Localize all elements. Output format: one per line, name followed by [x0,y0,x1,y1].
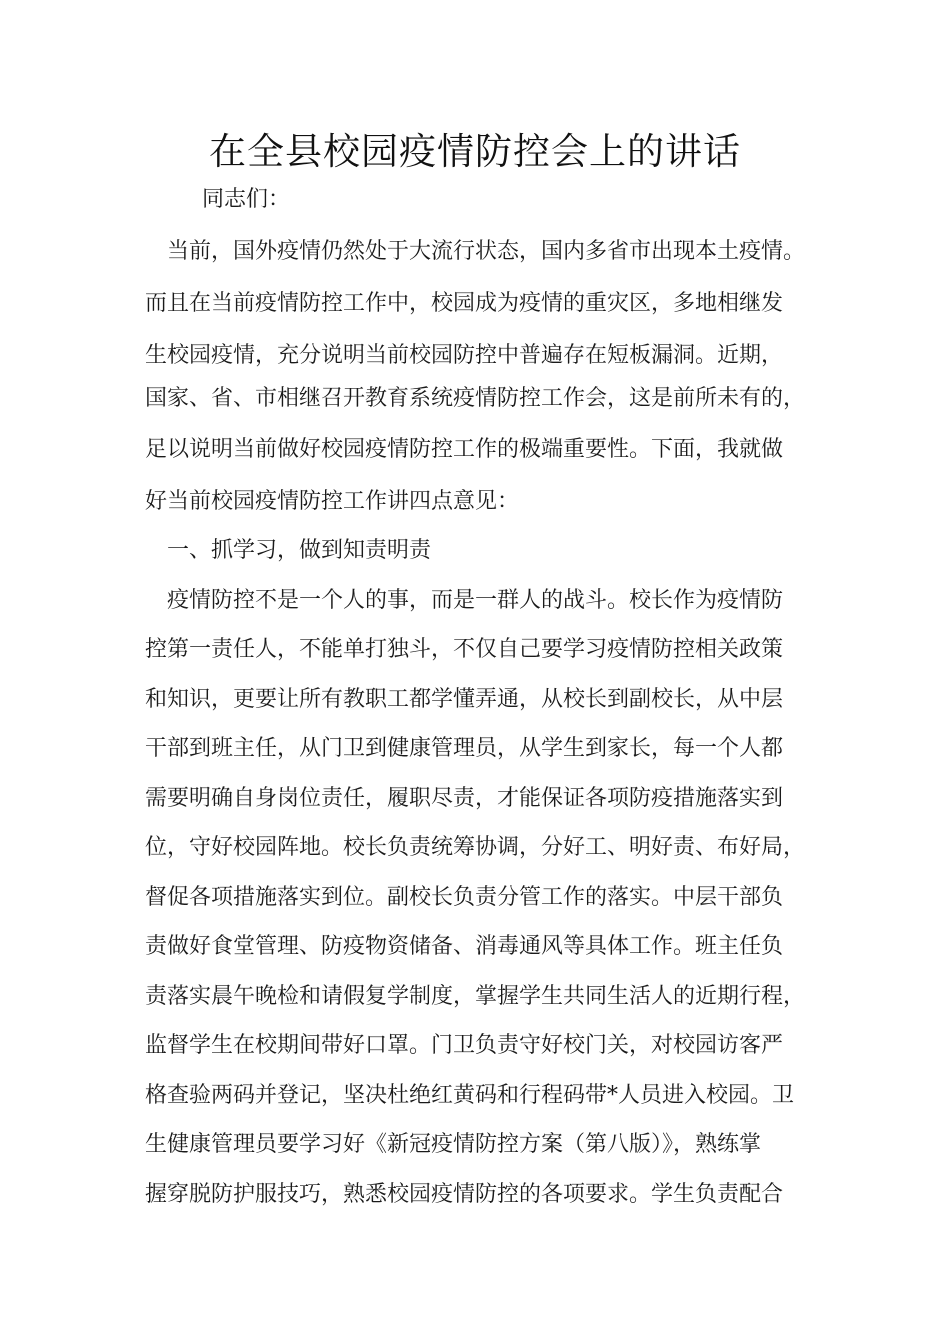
document-title: 在全县校园疫情防控会上的讲话 [209,130,741,173]
text-line: 责做好食堂管理、防疫物资储备、消毒通风等具体工作。班主任负 [145,934,784,959]
text-line: 好当前校园疫情防控工作讲四点意见： [145,489,520,514]
text-line: 格查验两码并登记，坚决杜绝红黄码和行程码带*人员进入校园。卫 [145,1083,795,1108]
text-line: 干部到班主任，从门卫到健康管理员，从学生到家长，每一个人都 [145,736,784,761]
text-line: 足以说明当前做好校园疫情防控工作的极端重要性。下面，我就做 [145,437,784,462]
text-line: 国家、省、市相继召开教育系统疫情防控工作会，这是前所未有的， [145,386,806,411]
text-line: 当前，国外疫情仍然处于大流行状态，国内多省市出现本土疫情。 [167,239,806,264]
text-line: 疫情防控不是一个人的事，而是一群人的战斗。校长作为疫情防 [167,588,784,613]
text-line: 需要明确自身岗位责任，履职尽责，才能保证各项防疫措施落实到 [145,786,784,811]
text-line: 控第一责任人，不能单打独斗，不仅自己要学习疫情防控相关政策 [145,637,784,662]
salutation: 同志们： [202,187,291,212]
text-line: 生健康管理员要学习好《新冠疫情防控方案（第八版）》，熟练掌 [145,1132,762,1157]
text-line: 责落实晨午晚检和请假复学制度，掌握学生共同生活人的近期行程， [145,984,806,1009]
text-line: 督促各项措施落实到位。副校长负责分管工作的落实。中层干部负 [145,885,784,910]
text-line: 生校园疫情，充分说明当前校园防控中普遍存在短板漏洞。近期， [145,343,784,368]
text-line: 位，守好校园阵地。校长负责统筹协调，分好工、明好责、布好局， [145,835,806,860]
text-line: 握穿脱防护服技巧，熟悉校园疫情防控的各项要求。学生负责配合 [145,1182,784,1207]
section-heading: 一、抓学习，做到知责明责 [167,538,432,563]
text-line: 而且在当前疫情防控工作中，校园成为疫情的重灾区，多地相继发 [145,291,784,316]
text-line: 监督学生在校期间带好口罩。门卫负责守好校门关，对校园访客严 [145,1033,784,1058]
text-line: 和知识，更要让所有教职工都学懂弄通，从校长到副校长，从中层 [145,687,784,712]
